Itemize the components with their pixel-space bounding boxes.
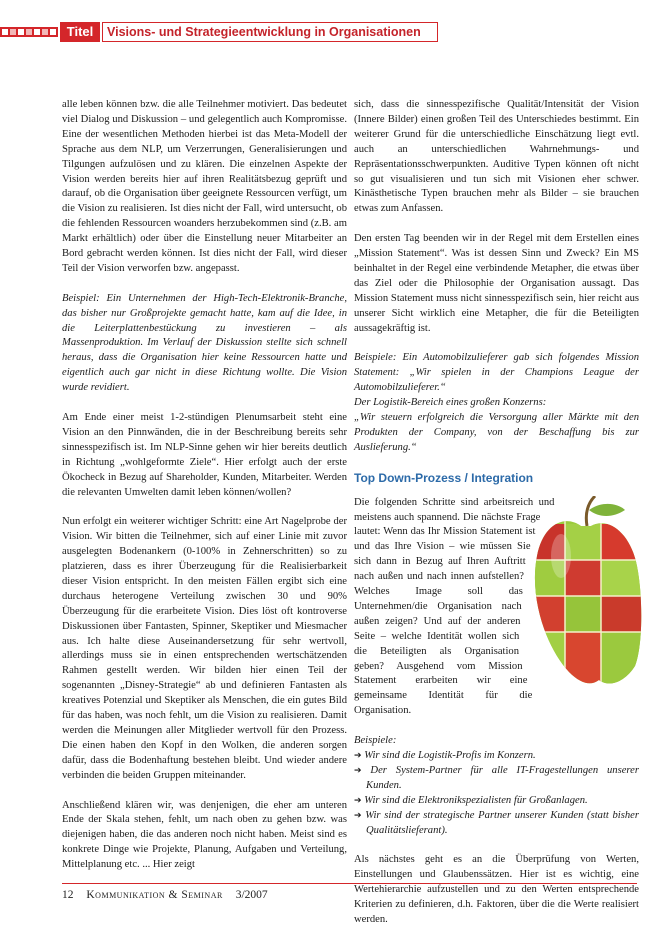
section-heading: Top Down-Prozess / Integration: [354, 470, 534, 485]
body-paragraph: Anschließend klären wir, was denjenigen, die eher am unteren Ende der Skala stehen, fehlt, um nach oben zu gehen bzw. was diejenigen haben, die das anderen noch nicht haben. Meist sind es konkrete Dinge wie Projekte, Planung, Aufgaben und Verteilung, Mittelplanung etc. ... Hier zeigt: [62, 799, 347, 871]
left-column: [62, 98, 347, 888]
body-paragraph: Die folgenden Schritte sind arbeitsreich und meistens auch spannend. Die nächste Frage lautet: Wenn das Ihr Mission Statement ist und das Ihre Vision – wie müssen Sie sich dann in Bezug auf Ihren Auftritt nach außen und nach innen aufstellen? Welches Image soll das Unternehmen/die Organisation nach außen zeigen? Und auf der anderen Seite – welche Identität wollen sich die Beteiligten als Organisation geben? Ausgehend vom Mission Statement erarbeiten wir eine gemeinsame Identität für die Organisation.: [354, 496, 555, 717]
magazine-name: Kommunikation & Seminar: [86, 889, 223, 901]
magazine-logo-icon: [0, 24, 58, 40]
page-header: [0, 22, 440, 42]
list-item: ➔ Wir sind die Logistik-Profis im Konzern.: [354, 750, 536, 761]
arrow-right-icon: ➔: [354, 765, 362, 776]
puzzle-apple-image-icon: [525, 496, 643, 711]
list-item: ➔ Der System-Partner für alle IT-Fragestellungen unserer Kunden.: [354, 764, 639, 791]
body-paragraph: Nun erfolgt ein weiterer wichtiger Schritt: eine Art Nagelprobe der Vision. Wir bitten die Teilnehmer, sich auf einer Linie mit zuvor ausgelegten Bodenankern (0-100% in Zehnerschritten) so zu platzieren, dass es ihrer Überzeugung für die Realisierbarkeit dieser Vision entspricht. In den meisten Fällen ergibt sich eine durchaus heterogene Verteilung zwischen 30 und 90% Überzeugung für die erarbeitete Vision. Dies löst oft kontroverse Diskussionen über Fantasten, Spinner, Skeptiker und Miesmacher aus. Ich halte diese Auseinandersetzung für sehr wertvoll, allerdings muss sie in einen entsprechenden wertschätzenden Rahmen gestellt werden. Wir bilden hier einen Teil der sogenannten „Disney-Strategie“ ab und definieren Fantasten als kreatives Potenzial und Skeptiker als Menschen, die ein gutes Bild für das haben, was noch fehlt, um die Vision zu realisieren. Damit werden die Meinungen aller Mitglieder wertvoll für den Prozess. Die einen haben den Kopf in den Wolken, die anderen sorgen dafür, dass die Bodenhaftung bestehen bleibt. Und wieder andere verbinden die beiden Gruppen miteinander.: [62, 516, 347, 781]
arrow-right-icon: ➔: [354, 810, 362, 821]
list-item: ➔ Wir sind der strategische Partner unserer Kunden (statt bisher Qualitätslieferant).: [354, 809, 639, 836]
examples-label: Beispiele:: [354, 735, 397, 747]
body-paragraph: sich, dass die sinnesspezifische Qualität/Intensität der Vision (Innere Bilder) einen großen Teil des Unterschiedes bestimmt. Ein weiterer Grund für die unterschiedliche Einschätzung liegt evtl. auch an unterschiedlichen Wahrnehmungs- und Repräsentationsschwerpunkten. Auditive Typen können oft nicht so gut visualisieren und tun sich mit Visionen eher schwer. Kinästhetische Typen brauchen mehr als Bilder – sie brauchen etwas zum Anfassen.: [354, 99, 639, 215]
example-paragraph: Beispiele: Ein Automobilzulieferer gab sich folgendes Mission Statement: „Wir spielen in der Champions League der Automobilzulieferer.“: [354, 352, 639, 394]
body-paragraph: Am Ende einer meist 1-2-stündigen Plenumsarbeit steht eine Vision an den Pinnwänden, die in der Beschreibung bereits sehr sinnesspezifisch ist. Im NLP-Sinne gehen wir hier bereits deutlich in Richtung „wohlgeformte Ziele“. Hier erfolgt auch der erste Ökocheck in Bezug auf Shareholder, Kunden, Mitarbeiter. Werden die relevanten Umwelten damit leben können/wollen?: [62, 412, 347, 498]
example-paragraph: Beispiel: Ein Unternehmen der High-Tech-Elektronik-Branche, das bisher nur Großprojekte gemacht hatte, kam auf die Idee, in die Leiterplattenbestückung zu investieren – als Massenproduktion. Im Verlauf der Diskussion stellte sich schnell heraus, dass die Organisation hier keine Ressourcen hatte und eigentlich auch gar nicht in diese Richtung wollte. Die Vision wurde revidiert.: [62, 292, 347, 394]
list-item: ➔ Wir sind die Elektronikspezialisten für Großanlagen.: [354, 794, 588, 806]
body-paragraph: Als nächstes geht es an die Überprüfung von Werten, Einstellungen und Glaubenssätzen. Hier ist es wichtig, eine Wertehierarchie aufzustellen und zu den Werten entsprechende Kriterien zu definieren, d.h. Faktoren, über die die Werte realisiert werden.: [354, 854, 639, 925]
example-paragraph: „Wir steuern erfolgreich die Versorgung aller Märkte mit den Produkten der Company, von der Beschaffung bis zur Auslieferung.“: [354, 412, 639, 453]
examples-list: [354, 749, 639, 838]
right-column: [354, 98, 639, 943]
body-paragraph: alle leben können bzw. die alle Teilnehmer motiviert. Das bedeutet viel Dialog und Diskussion – und gelegentlich auch Kompromisse. Eine der wesentlichen Methoden hierbei ist das Meta-Modell der Sprache aus dem NLP, um Verzerrungen, Generalisierungen und Tilgungen aufzulösen und zu klären. Die einzelnen Aspekte der Vision werden bereits hier auf ihren Realitätsbezug geprüft und darauf, ob die Organisation über geeignete Ressourcen verfügt, um die Vision zu realisieren. Ist dies nicht der Fall, wird untersucht, ob die fehlenden Ressourcen woanders herzubekommen sind (z.B. am Markt erhältlich) oder über die Einstellung neuer Mitarbeiter an Bord gebracht werden können. Ist dies nicht der Fall, wird dieser Teil der Vision verworfen bzw. angepasst.: [62, 99, 347, 274]
arrow-right-icon: ➔: [354, 795, 362, 806]
section-tag: Titel: [60, 22, 100, 42]
arrow-right-icon: ➔: [354, 751, 362, 761]
footer-divider: [62, 883, 637, 884]
article-title: Visions- und Strategieentwicklung in Organisationen: [102, 22, 438, 42]
example-paragraph: Der Logistik-Bereich eines großen Konzerns:: [354, 397, 547, 409]
page-footer: [62, 889, 278, 901]
issue-number: 3/2007: [235, 889, 268, 901]
body-paragraph: Den ersten Tag beenden wir in der Regel mit dem Erstellen eines „Mission Statement“. Was ist dessen Sinn und Zweck? Ein MS beinhaltet in der Regel eine verbindende Metapher, die etwas über das Ziel oder die Philosophie der Organisation aussagt. Das Mission Statement muss nicht sinnesspezifisch sein, hier reicht aus unserer Sicht wirklich eine Metapher, die für die Beteiligten aussagekräftig ist.: [354, 233, 639, 334]
page-number: 12: [62, 889, 74, 901]
